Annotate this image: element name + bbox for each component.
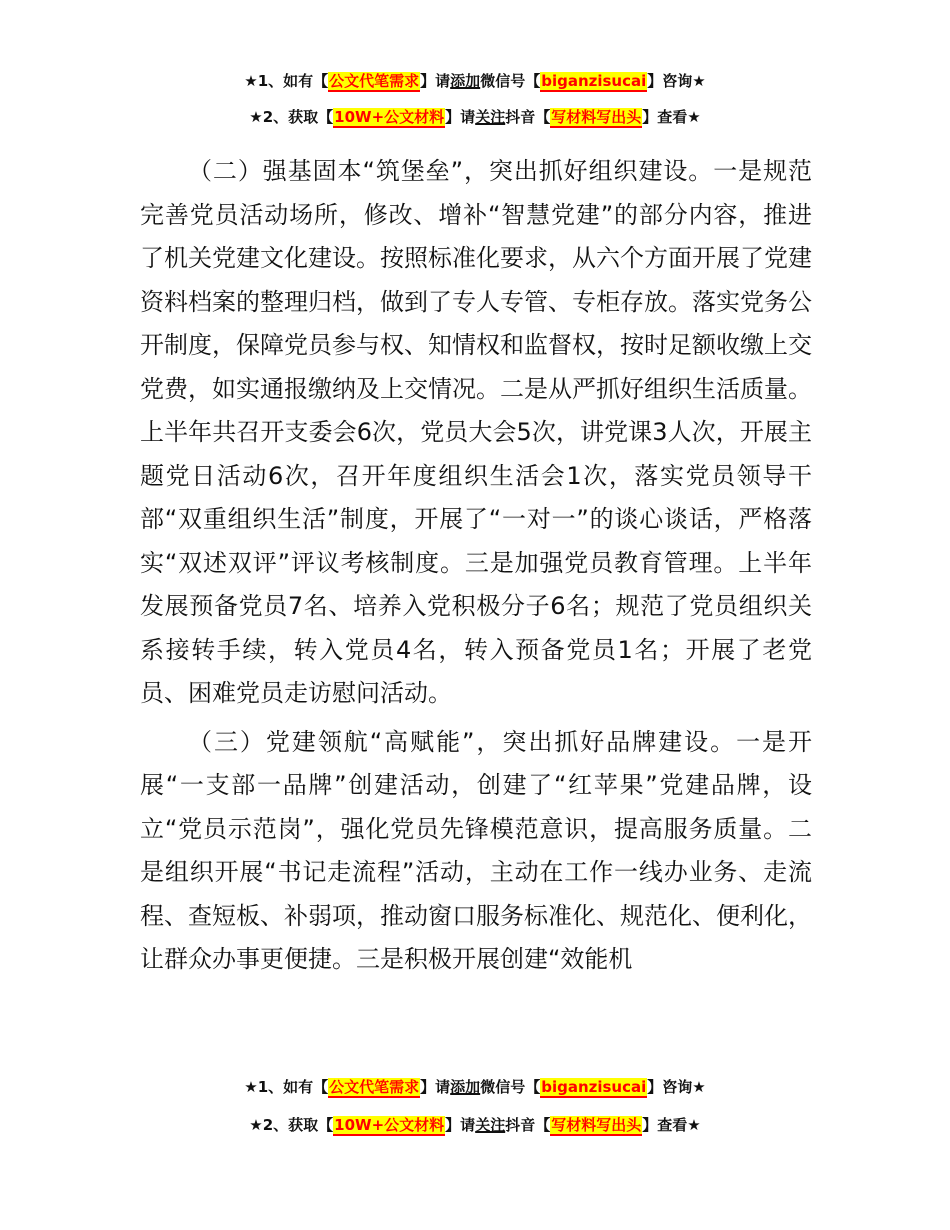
star-icon: ★ <box>249 108 263 126</box>
highlight-wechat-id: biganzisucai <box>541 1078 647 1096</box>
paragraph-organization-building: （二）强基固本“筑堡垒”，突出抓好组织建设。一是规范完善党员活动场所，修改、增补“智慧党建”的部分内容，推进了机关党建文化建设。按照标准化要求，从六个方面开展了党建资料档案的整理归档，做到了专人专管、专柜存放。落实党务公开制度，保障党员参与权、知情权和监督权，按时足额收缴上交党费，如实通报缴纳及上交情况。二是从严抓好组织生活质量。上半年共召开支委会6次，党员大会5次，讲党课3人次，开展主题党日活动6次，召开年度组织生活会1次，落实党员领导干部“双重组织生活”制度，开展了“一对一”的谈心谈话，严格落实“双述双评”评议考核制度。三是加强党员教育管理。上半年发展预备党员7名、培养入党积极分子6名；规范了党员组织关系接转手续，转入党员4名，转入预备党员1名；开展了老党员、困难党员走访慰问活动。 <box>140 157 812 707</box>
ad-text: 微信号【 <box>480 72 541 90</box>
ad-text: 1、如有【 <box>257 1078 329 1096</box>
header-ad-line-2 <box>0 106 950 128</box>
emphasis-text: 添加 <box>450 72 481 90</box>
ad-text: 抖音【 <box>505 108 551 126</box>
footer-ad-line-2 <box>0 1114 950 1136</box>
star-icon: ★ <box>692 72 706 90</box>
highlight-wechat-id: biganzisucai <box>541 72 647 90</box>
emphasis-text: 关注 <box>475 1116 506 1134</box>
ad-text: 】请 <box>420 1078 451 1096</box>
star-icon: ★ <box>244 72 258 90</box>
highlight-douyin: 写材料写出头 <box>551 1116 642 1134</box>
ad-text: 2、获取【 <box>262 108 334 126</box>
star-icon: ★ <box>687 1116 701 1134</box>
ad-text: 抖音【 <box>505 1116 551 1134</box>
star-icon: ★ <box>249 1116 263 1134</box>
header-ad-line-1 <box>0 70 950 92</box>
highlight-service: 公文代笔需求 <box>329 72 420 90</box>
emphasis-text: 添加 <box>450 1078 481 1096</box>
ad-text: 】查看 <box>642 1116 688 1134</box>
document-body <box>140 150 812 987</box>
ad-text: 1、如有【 <box>257 72 329 90</box>
highlight-douyin: 写材料写出头 <box>551 108 642 126</box>
ad-text: 2、获取【 <box>262 1116 334 1134</box>
emphasis-text: 关注 <box>475 108 506 126</box>
ad-text: 】请 <box>420 72 451 90</box>
paragraph-brand-building: （三）党建领航“高赋能”，突出抓好品牌建设。一是开展“一支部一品牌”创建活动，创建了“红苹果”党建品牌，设立“党员示范岗”，强化党员先锋模范意识，提高服务质量。二是组织开展“书记走流程”活动，主动在工作一线办业务、走流程、查短板、补弱项，推动窗口服务标准化、规范化、便利化，让群众办事更便捷。三是积极开展创建“效能机 <box>140 727 812 973</box>
highlight-materials: 10W+公文材料 <box>334 108 445 126</box>
ad-text: 】请 <box>445 108 476 126</box>
star-icon: ★ <box>692 1078 706 1096</box>
highlight-service: 公文代笔需求 <box>329 1078 420 1096</box>
ad-text: 】咨询 <box>647 72 693 90</box>
star-icon: ★ <box>244 1078 258 1096</box>
ad-text: 】请 <box>445 1116 476 1134</box>
footer-ad-line-1 <box>0 1076 950 1098</box>
ad-text: 】查看 <box>642 108 688 126</box>
ad-text: 】咨询 <box>647 1078 693 1096</box>
ad-text: 微信号【 <box>480 1078 541 1096</box>
highlight-materials: 10W+公文材料 <box>334 1116 445 1134</box>
star-icon: ★ <box>687 108 701 126</box>
